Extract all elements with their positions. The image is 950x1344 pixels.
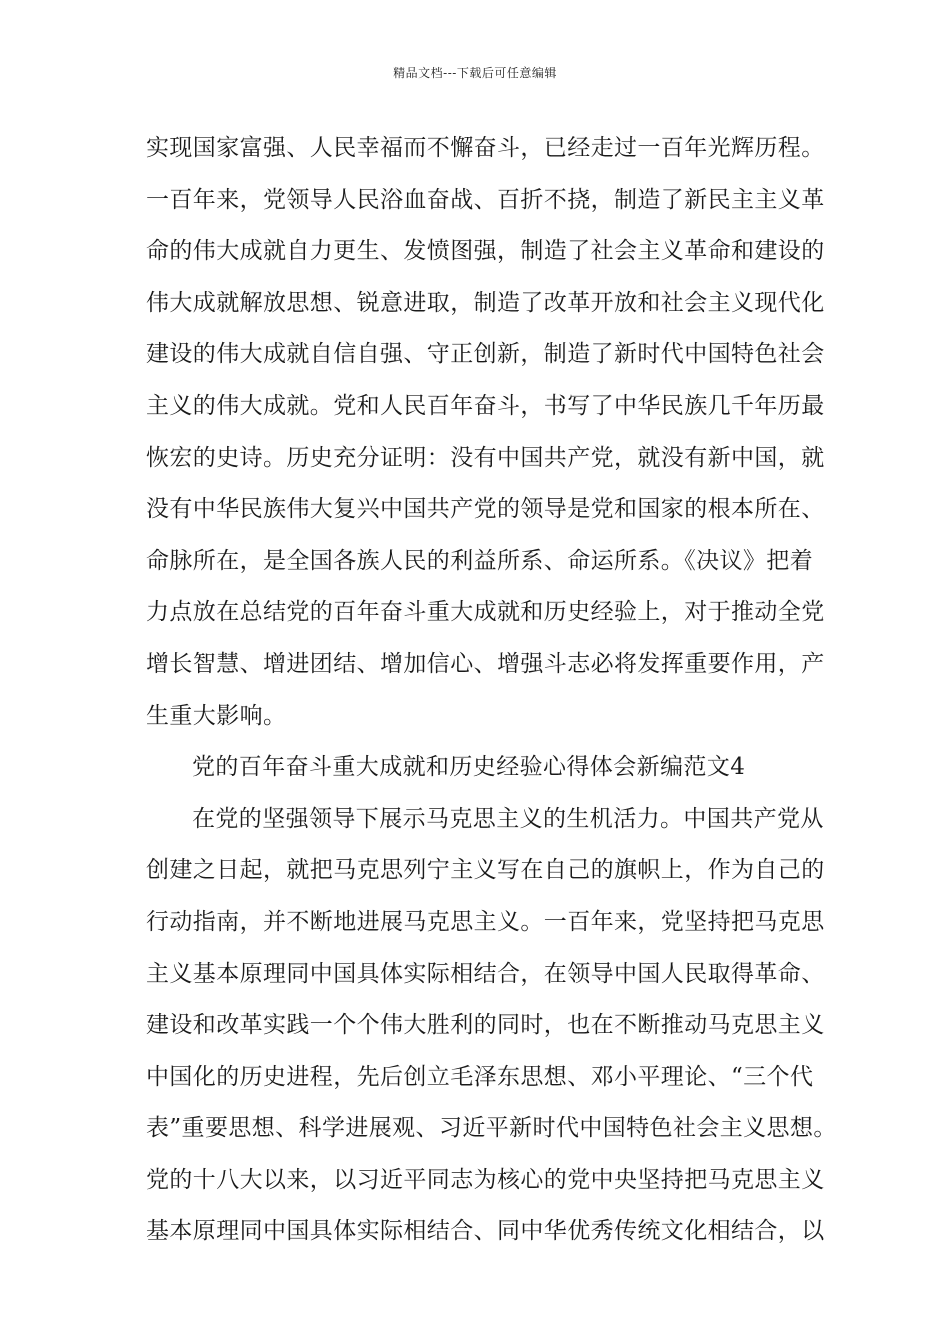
- text-line: 主义的伟大成就。党和人民百年奋斗，书写了中华民族几千年历最: [146, 392, 825, 419]
- text-line: 主义基本原理同中国具体实际相结合，在领导中国人民取得革命、: [146, 960, 825, 987]
- text-line: 命的伟大成就自力更生、发愤图强，制造了社会主义革命和建设的: [146, 238, 825, 265]
- paragraph-first-line: 在党的坚强领导下展示马克思主义的生机活力。中国共产党从: [192, 805, 824, 832]
- text-line: 中国化的历史进程，先后创立毛泽东思想、邓小平理论、“三个代: [146, 1063, 814, 1090]
- text-line: 建设的伟大成就自信自强、守正创新，制造了新时代中国特色社会: [146, 341, 825, 368]
- text-line: 力点放在总结党的百年奋斗重大成就和历史经验上，对于推动全党: [146, 599, 825, 626]
- text-line: 伟大成就解放思想、锐意进取，制造了改革开放和社会主义现代化: [146, 289, 825, 316]
- text-line: 增长智慧、增进团结、增加信心、增强斗志必将发挥重要作用，产: [146, 650, 825, 677]
- text-line: 生重大影响。: [146, 702, 287, 729]
- text-line: 一百年来，党领导人民浴血奋战、百折不挠，制造了新民主主义革: [146, 186, 825, 213]
- page-header: 精品文档---下载后可任意编辑: [393, 66, 557, 80]
- text-line: 表”重要思想、科学进展观、习近平新时代中国特色社会主义思想。: [146, 1115, 837, 1142]
- section-heading: 党的百年奋斗重大成就和历史经验心得体会新编范文4: [192, 754, 746, 781]
- text-line: 行动指南，并不断地进展马克思主义。一百年来，党坚持把马克思: [146, 908, 825, 935]
- text-line: 建设和改革实践一个个伟大胜利的同时，也在不断推动马克思主义: [146, 1012, 825, 1039]
- text-line: 基本原理同中国具体实际相结合、同中华优秀传统文化相结合，以: [146, 1218, 825, 1245]
- text-line: 创建之日起，就把马克思列宁主义写在自己的旗帜上，作为自己的: [146, 857, 825, 884]
- text-line: 没有中华民族伟大复兴中国共产党的领导是党和国家的根本所在、: [146, 496, 825, 523]
- document-body: [146, 128, 837, 1263]
- text-line: 实现国家富强、人民幸福而不懈奋斗，已经走过一百年光辉历程。: [146, 135, 825, 161]
- text-line: 恢宏的史诗。历史充分证明：没有中国共产党，就没有新中国，就: [146, 444, 825, 471]
- text-line: 命脉所在，是全国各族人民的利益所系、命运所系。《决议》把着: [146, 547, 814, 574]
- text-line: 党的十八大以来，以习近平同志为核心的党中央坚持把马克思主义: [146, 1166, 825, 1193]
